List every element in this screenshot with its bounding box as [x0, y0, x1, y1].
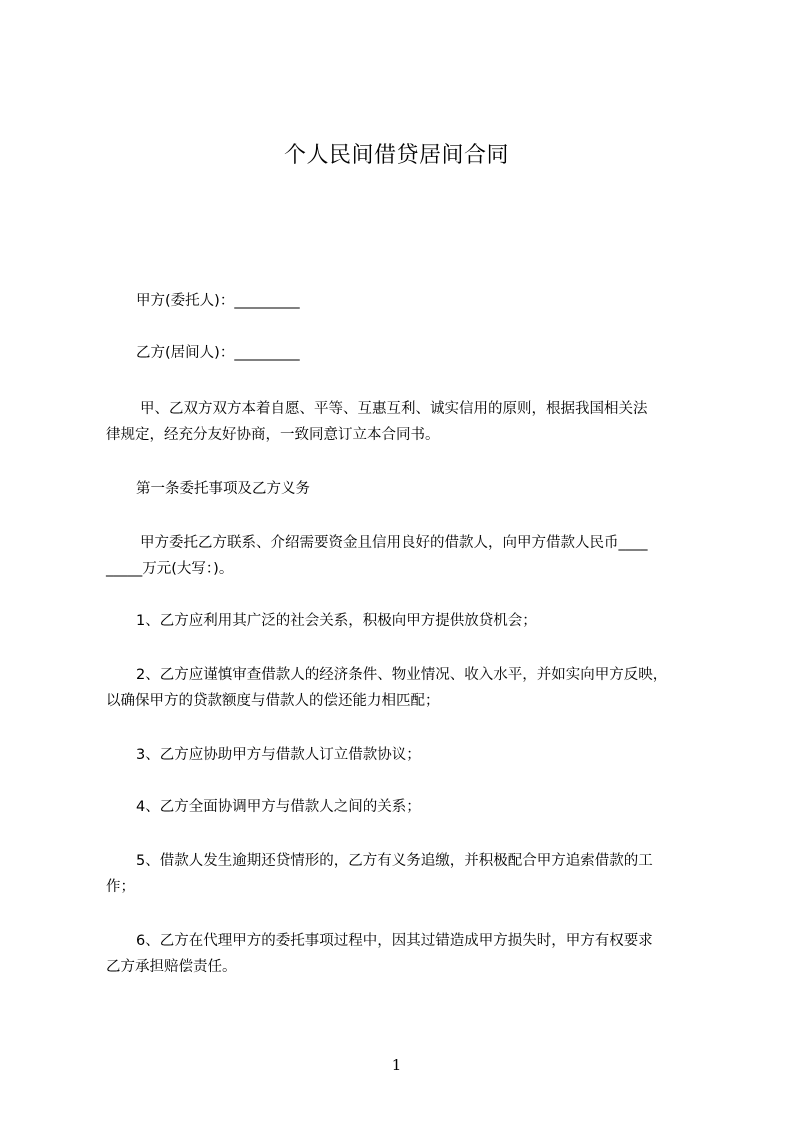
- obligation-item-2-line-2: 以确保甲方的贷款额度与借款人的偿还能力相匹配；: [106, 693, 440, 709]
- obligation-item-2-line-1: 2、乙方应谨慎审查借款人的经济条件、物业情况、收入水平，并如实向甲方反映，: [136, 667, 668, 683]
- party-b-line: 乙方(居间人)：_________: [136, 345, 300, 361]
- obligation-item-5-line-2: 作；: [106, 879, 135, 895]
- obligation-item-3: 3、乙方应协助甲方与借款人订立借款协议；: [136, 747, 421, 763]
- party-a-line: 甲方(委托人)：_________: [136, 293, 300, 309]
- obligation-item-6-line-1: 6、乙方在代理甲方的委托事项过程中，因其过错造成甲方损失时，甲方有权要求: [136, 933, 653, 949]
- obligation-item-5-line-1: 5、借款人发生逾期还贷情形的，乙方有义务追缴，并积极配合甲方追索借款的工: [136, 853, 653, 869]
- article-1-heading: 第一条委托事项及乙方义务: [136, 481, 310, 497]
- obligation-item-6-line-2: 乙方承担赔偿责任。: [106, 959, 237, 975]
- preamble-line-2: 律规定，经充分友好协商，一致同意订立本合同书。: [106, 427, 440, 443]
- page-number: 1: [391, 1056, 402, 1074]
- entrust-line-1: 甲方委托乙方联系、介绍需要资金且信用良好的借款人，向甲方借款人民币____: [140, 535, 648, 551]
- obligation-item-4: 4、乙方全面协调甲方与借款人之间的关系；: [136, 799, 421, 815]
- document-title: 个人民间借贷居间合同: [283, 143, 509, 168]
- obligation-item-1: 1、乙方应利用其广泛的社会关系，积极向甲方提供放贷机会；: [136, 613, 537, 629]
- entrust-line-2: _____万元(大写：)。: [106, 561, 234, 577]
- preamble-line-1: 甲、乙双方双方本着自愿、平等、互惠互利、诚实信用的原则，根据我国相关法: [140, 401, 648, 417]
